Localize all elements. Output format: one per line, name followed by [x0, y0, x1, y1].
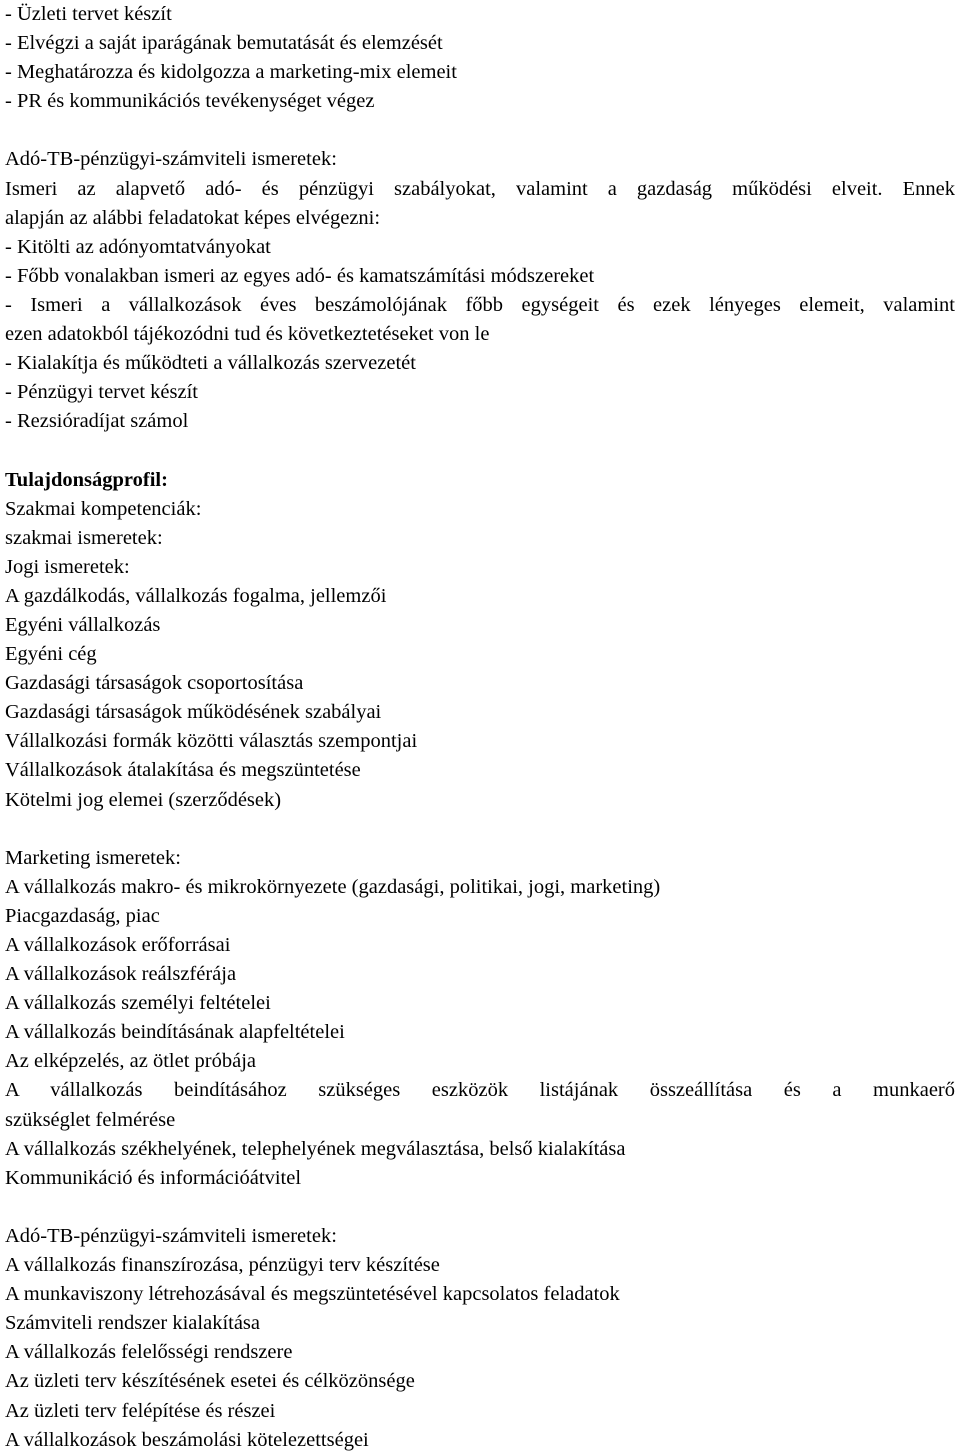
text-line: szakmai ismeretek: — [5, 526, 163, 549]
text-line: A vállalkozás székhelyének, telephelyének megválasztása, belső kialakítása — [5, 1137, 626, 1160]
paragraph-line: alapján az alábbi feladatokat képes elvégezni: — [5, 206, 381, 229]
list-item: - Elvégzi a saját iparágának bemutatását és elemzését — [5, 32, 443, 55]
paragraph-line: Ismeri az alapvető adó- és pénzügyi szabályokat, valamint a gazdaság működési elveit. Ennek — [5, 177, 955, 200]
text-line: A vállalkozás beindításához szükséges eszközök listájának összeállítása és a munkaerő — [5, 1079, 955, 1102]
text-line: A vállalkozás személyi feltételei — [5, 992, 271, 1015]
list-item: - Meghatározza és kidolgozza a marketing-mix elemeit — [5, 61, 457, 84]
paragraph-spacer — [5, 1193, 955, 1222]
text-line: Vállalkozási formák közötti választás szempontjai — [5, 730, 418, 753]
paragraph-spacer — [5, 815, 955, 844]
text-line: Szakmai kompetenciák: — [5, 497, 202, 520]
text-line: A vállalkozások reálszférája — [5, 963, 237, 986]
list-item: - PR és kommunikációs tevékenységet végez — [5, 90, 375, 113]
document-page — [5, 0, 955, 1455]
text-line-continuation: szükséglet felmérése — [5, 1108, 176, 1131]
list-item: - Üzleti tervet készít — [5, 3, 172, 25]
list-item: - Kialakítja és működteti a vállalkozás szervezetét — [5, 352, 416, 375]
paragraph-spacer — [5, 436, 955, 465]
list-item: - Pénzügyi tervet készít — [5, 381, 198, 404]
paragraph-spacer — [5, 116, 955, 145]
text-line: A munkaviszony létrehozásával és megszüntetésével kapcsolatos feladatok — [5, 1283, 620, 1306]
text-line: A vállalkozások erőforrásai — [5, 934, 231, 956]
text-line: Egyéni cég — [5, 643, 97, 666]
text-line: Az üzleti terv készítésének esetei és célközönsége — [5, 1370, 415, 1393]
text-line: Kommunikáció és információátvitel — [5, 1166, 302, 1189]
list-item: - Rezsióradíjat számol — [5, 410, 189, 433]
text-line: Az üzleti terv felépítése és részei — [5, 1399, 276, 1422]
section-heading: Marketing ismeretek: — [5, 846, 181, 869]
text-line: A vállalkozás beindításának alapfeltételei — [5, 1021, 345, 1044]
section-heading: Adó-TB-pénzügyi-számviteli ismeretek: — [5, 1224, 337, 1247]
profile-title: Tulajdonságprofil: — [5, 468, 168, 491]
text-line: Az elképzelés, az ötlet próbája — [5, 1050, 256, 1073]
section-heading: Adó-TB-pénzügyi-számviteli ismeretek: — [5, 148, 337, 171]
text-line: A vállalkozás finanszírozása, pénzügyi terv készítése — [5, 1254, 440, 1277]
list-item: - Főbb vonalakban ismeri az egyes adó- és kamatszámítási módszereket — [5, 264, 595, 287]
text-line: Gazdasági társaságok csoportosítása — [5, 672, 304, 695]
list-item-continuation: ezen adatokból tájékozódni tud és következtetéseket von le — [5, 323, 490, 346]
text-line: A vállalkozások beszámolási kötelezettségei — [5, 1428, 369, 1451]
text-line: Gazdasági társaságok működésének szabályai — [5, 701, 382, 724]
text-line: A vállalkozás makro- és mikrokörnyezete (gazdasági, politikai, jogi, marketing) — [5, 875, 661, 898]
text-line: A gazdálkodás, vállalkozás fogalma, jellemzői — [5, 584, 387, 607]
text-line: Jogi ismeretek: — [5, 555, 130, 578]
list-item: - Kitölti az adónyomtatványokat — [5, 235, 271, 258]
text-line: Egyéni vállalkozás — [5, 613, 161, 636]
text-line: Vállalkozások átalakítása és megszüntetése — [5, 759, 361, 782]
list-item: - Ismeri a vállalkozások éves beszámolójának főbb egységeit és ezek lényeges elemeit, valamint — [5, 293, 955, 316]
text-line: Piacgazdaság, piac — [5, 904, 160, 927]
text-line: A vállalkozás felelősségi rendszere — [5, 1341, 293, 1364]
text-line: Számviteli rendszer kialakítása — [5, 1312, 261, 1335]
text-line: Kötelmi jog elemei (szerződések) — [5, 788, 282, 811]
